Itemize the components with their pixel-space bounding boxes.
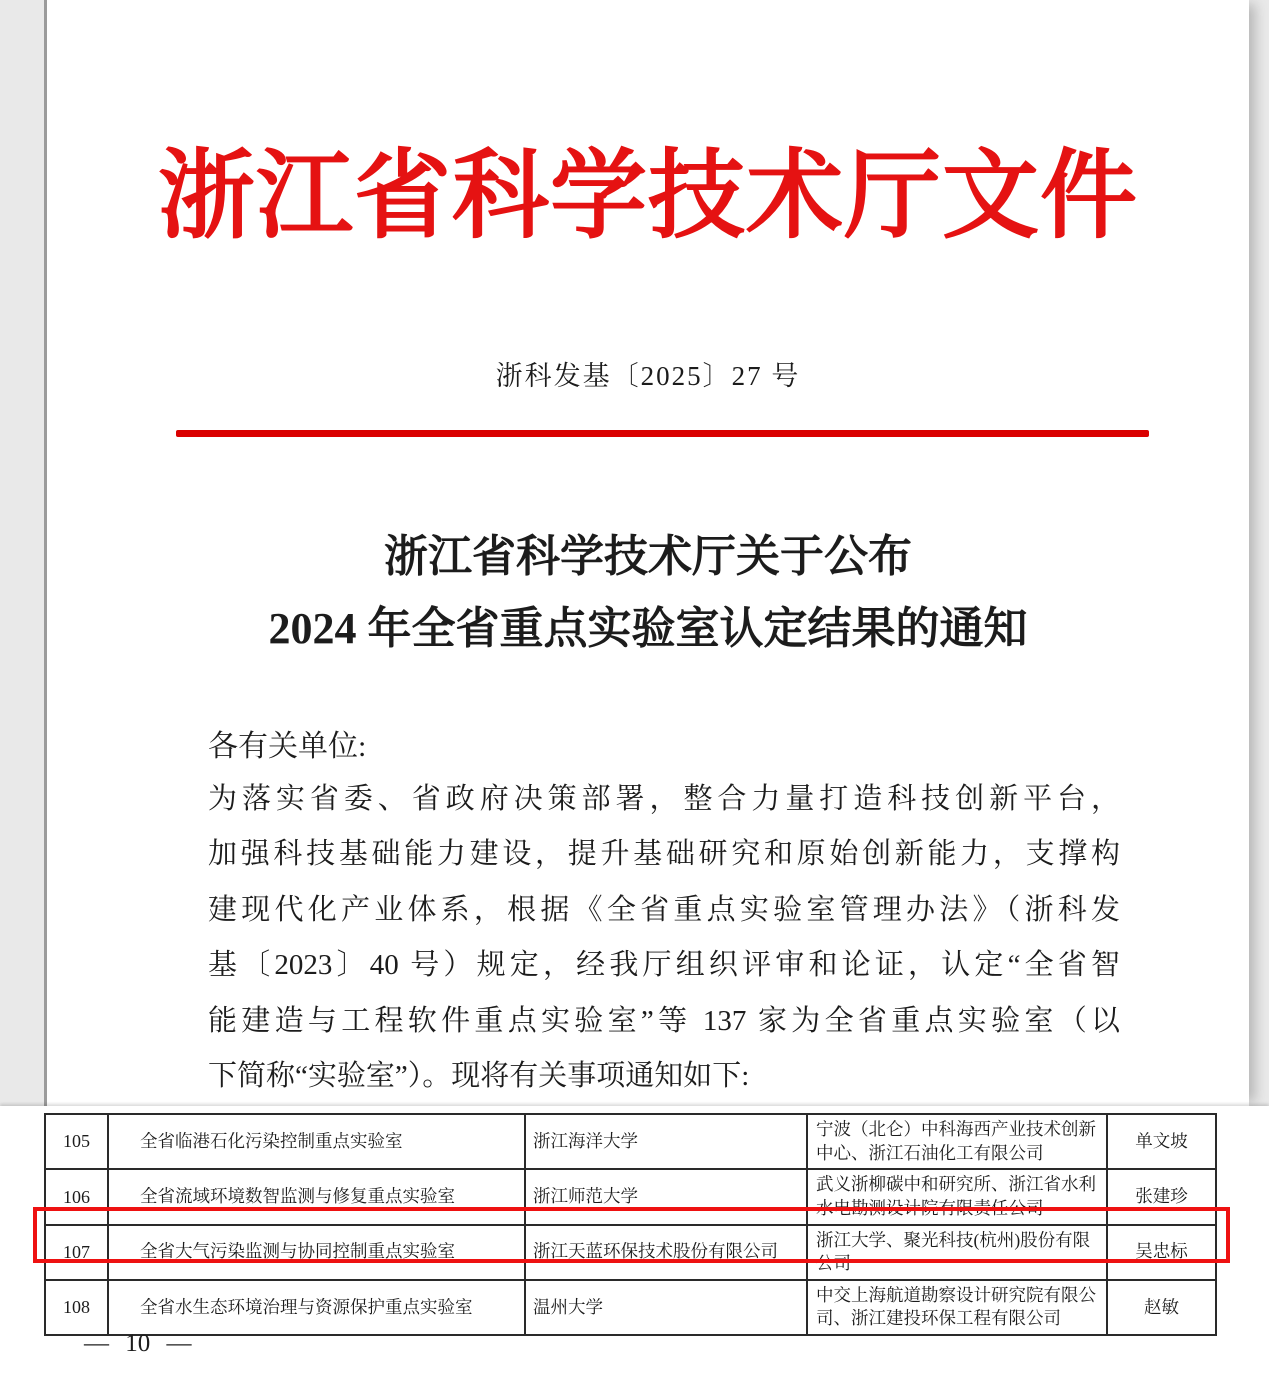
row-number: 108 [45, 1280, 108, 1335]
table-row [45, 1169, 1216, 1224]
row-number: 105 [45, 1114, 108, 1169]
body-paragraph [208, 772, 1120, 1104]
lab-name: 全省大气污染监测与协同控制重点实验室 [108, 1225, 525, 1280]
lab-name: 全省水生态环境治理与资源保护重点实验室 [108, 1280, 525, 1335]
director-name: 吴忠标 [1107, 1225, 1216, 1280]
host-organization: 浙江天蓝环保技术股份有限公司 [525, 1225, 807, 1280]
red-divider-line [176, 430, 1149, 437]
notice-title-line1: 浙江省科学技术厅关于公布 [384, 532, 912, 581]
row-number: 106 [45, 1169, 108, 1224]
agency-header-title: 浙江省科学技术厅文件 [158, 143, 1138, 250]
table-row [45, 1225, 1216, 1280]
lab-name: 全省临港石化污染控制重点实验室 [108, 1114, 525, 1169]
body-line: 为落实省委、省政府决策部署，整合力量打造科技创新平台， [208, 783, 1120, 815]
host-organization: 浙江海洋大学 [525, 1114, 807, 1169]
laboratory-table [44, 1113, 1217, 1336]
body-line: 加强科技基础能力建设，提升基础研究和原始创新能力，支撑构 [208, 838, 1120, 871]
body-line: 下简称“实验室”）。现将有关事项通知如下: [208, 1060, 750, 1093]
partner-organizations: 宁波（北仑）中科海西产业技术创新中心、浙江石油化工有限公司 [807, 1114, 1107, 1169]
body-line: 基〔2023〕40 号）规定，经我厅组织评审和论证，认定“全省智 [208, 949, 1120, 982]
lab-name: 全省流域环境数智监测与修复重点实验室 [108, 1169, 525, 1224]
notice-title [47, 521, 1249, 665]
host-organization: 温州大学 [525, 1280, 807, 1335]
director-name: 赵敏 [1107, 1280, 1216, 1335]
table-row [45, 1280, 1216, 1335]
partner-organizations: 浙江大学、聚光科技(杭州)股份有限公司 [807, 1225, 1107, 1280]
table-row [45, 1114, 1216, 1169]
body-line: 能建造与工程软件重点实验室”等 137 家为全省重点实验室（以 [208, 1004, 1120, 1037]
letter-page [44, 0, 1249, 1106]
partner-organizations: 武义浙柳碳中和研究所、浙江省水利水电勘测设计院有限责任公司 [807, 1169, 1107, 1224]
salutation: 各有关单位: [208, 730, 367, 763]
body-line: 建现代化产业体系，根据《全省重点实验室管理办法》（浙科发 [208, 893, 1120, 926]
document-number: 浙科发基〔2025〕27 号 [495, 361, 801, 391]
table-page [0, 1106, 1269, 1386]
partner-organizations: 中交上海航道勘察设计研究院有限公司、浙江建投环保工程有限公司 [807, 1280, 1107, 1335]
row-number: 107 [45, 1225, 108, 1280]
director-name: 张建珍 [1107, 1169, 1216, 1224]
page-number: — 10 — [84, 1330, 192, 1357]
notice-title-line2: 2024 年全省重点实验室认定结果的通知 [268, 604, 1028, 653]
laboratory-table-body [45, 1114, 1216, 1335]
director-name: 单文坡 [1107, 1114, 1216, 1169]
host-organization: 浙江师范大学 [525, 1169, 807, 1224]
